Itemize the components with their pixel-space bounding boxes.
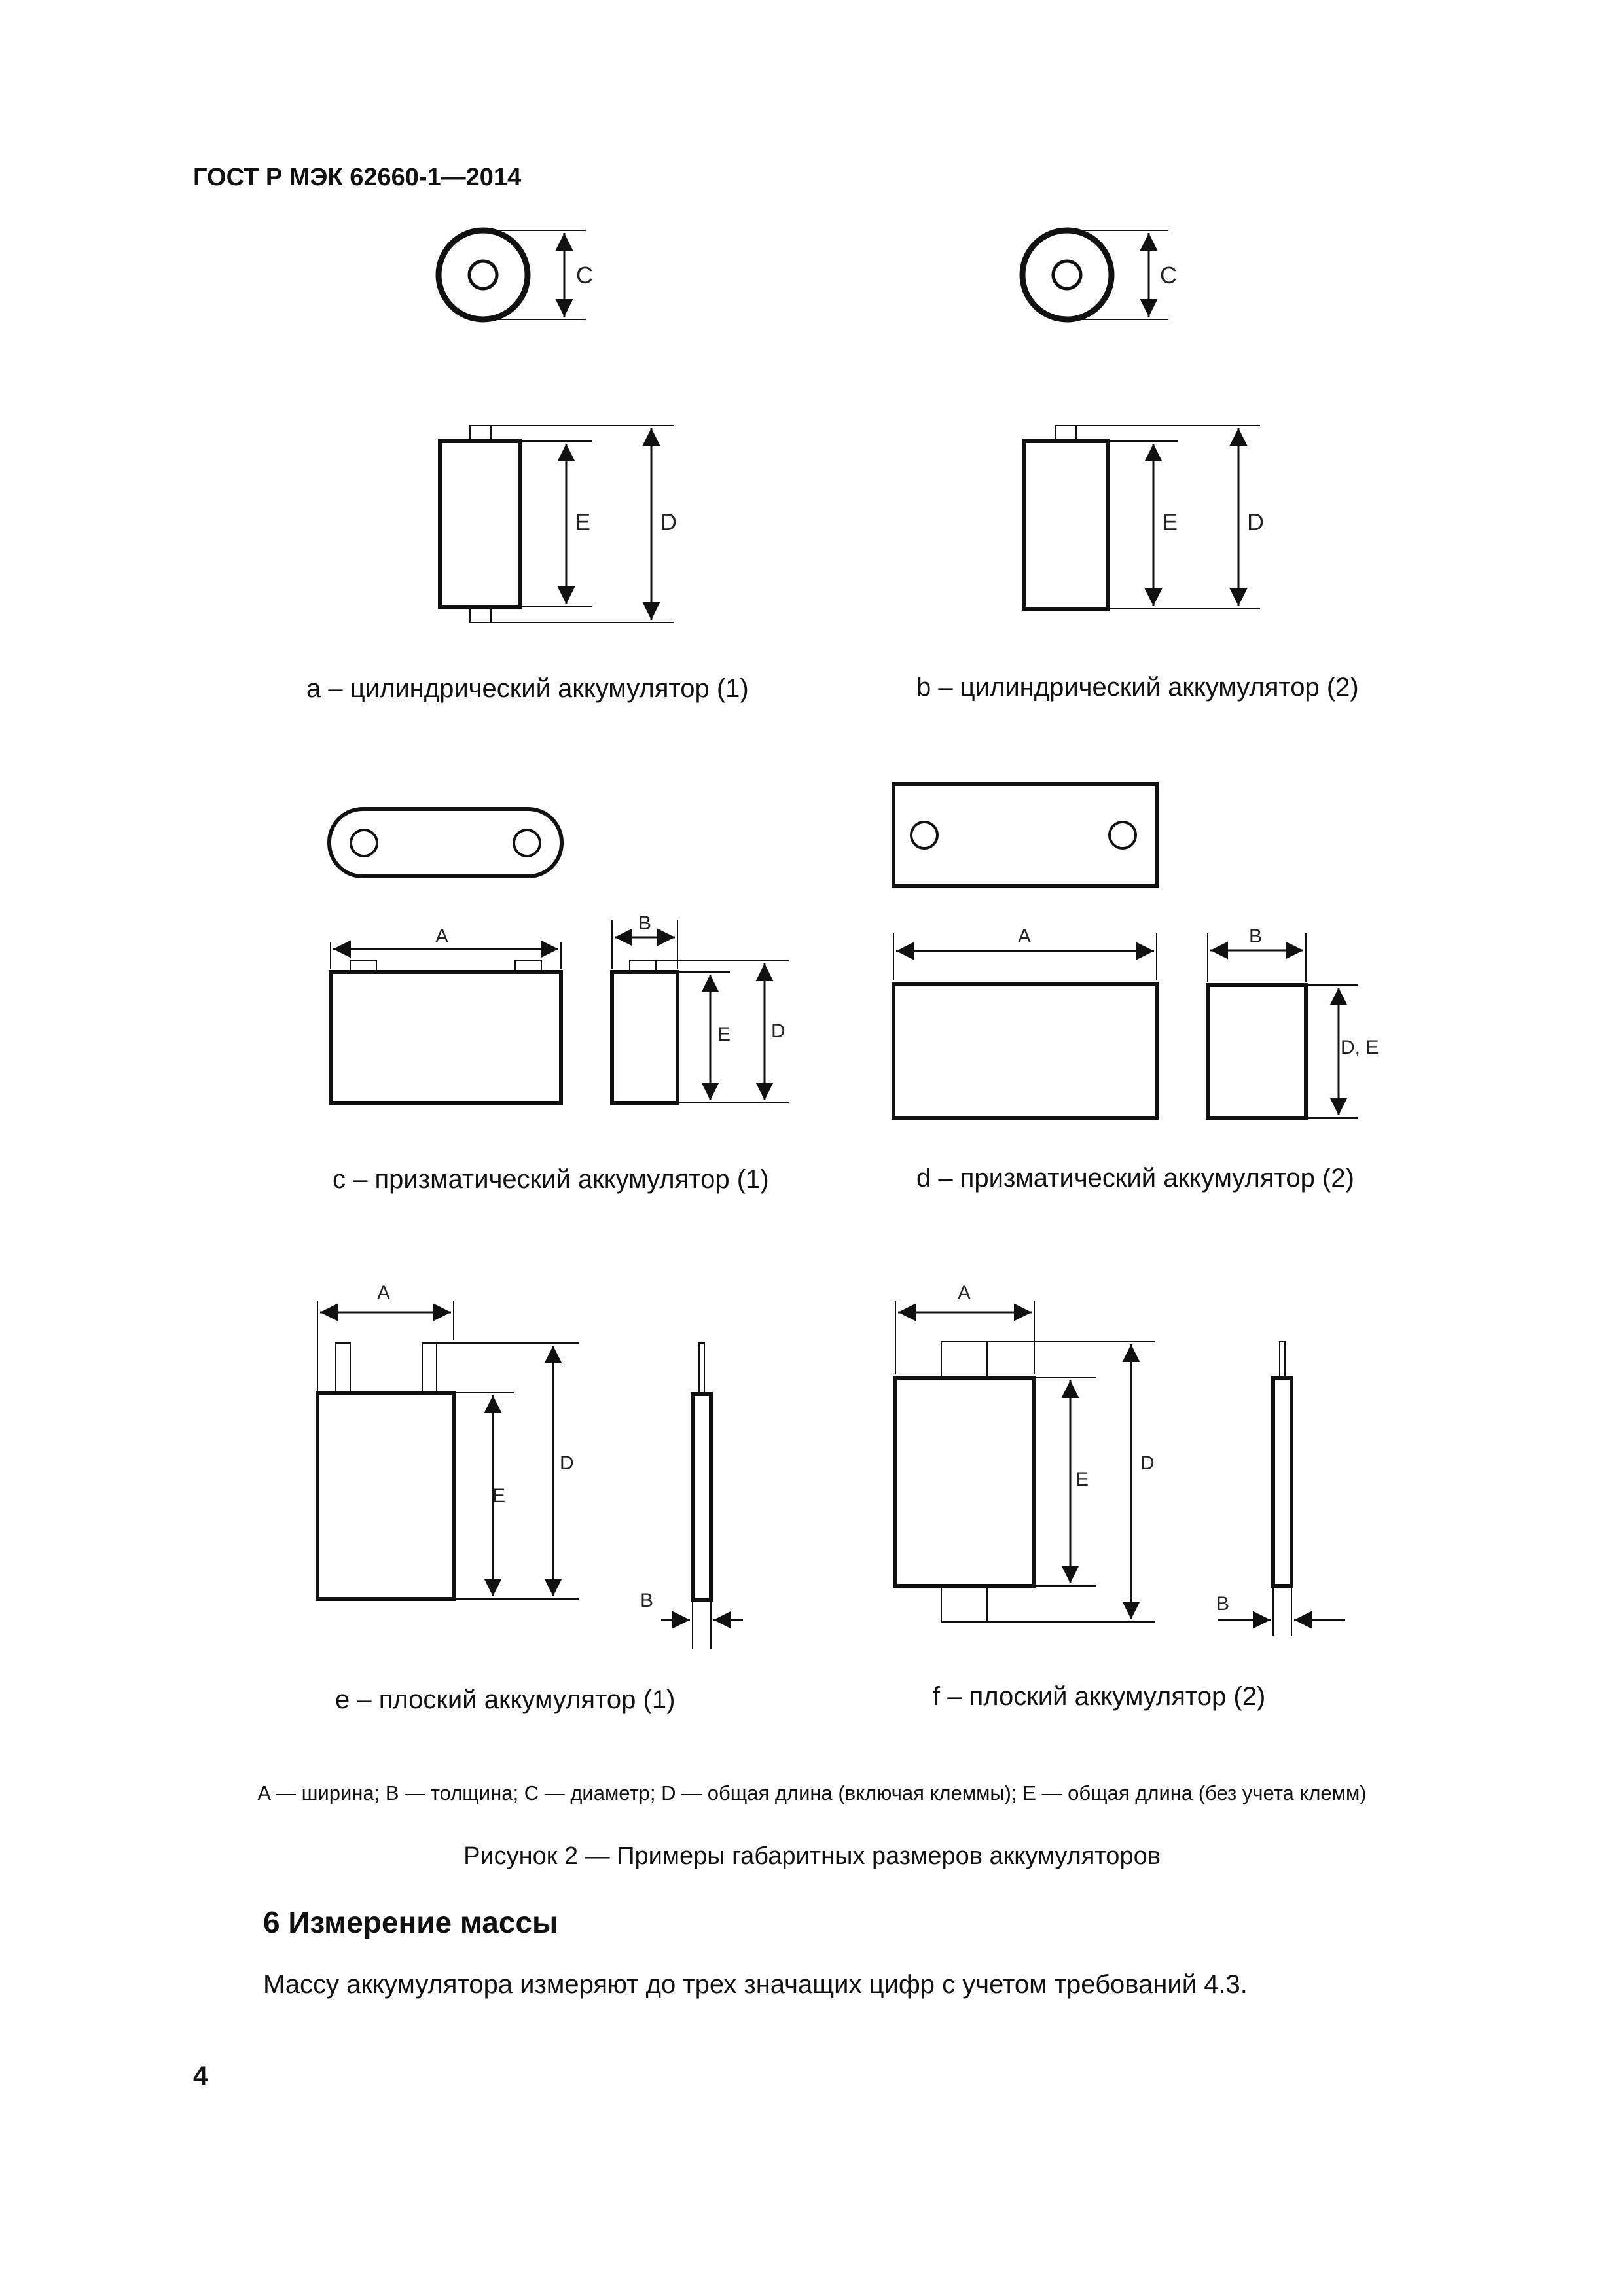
dim-label-a-d: A <box>1018 925 1032 947</box>
dim-label-d-e: D <box>560 1452 574 1474</box>
panel-e-caption: e – плоский аккумулятор (1) <box>335 1685 676 1714</box>
page-number: 4 <box>193 2062 208 2090</box>
figure-legend: A — ширина; B — толщина; C — диаметр; D — общая длина (включая клеммы); E — общая длина (без учета клемм) <box>257 1782 1367 1804</box>
panel-b-caption: b – цилиндрический аккумулятор (2) <box>916 673 1359 702</box>
dim-label-d-c: D <box>771 1020 785 1042</box>
panel-d-caption: d – призматический аккумулятор (2) <box>916 1164 1354 1193</box>
dim-label-e-a: E <box>575 509 591 535</box>
dim-label-c-b: C <box>1160 262 1177 289</box>
panel-d-prismatic-2 <box>893 784 1358 1118</box>
dim-label-a-e: A <box>377 1282 391 1304</box>
dim-label-e-e: E <box>492 1485 506 1507</box>
dim-label-b-e: B <box>640 1590 654 1611</box>
section-heading: 6 Измерение массы <box>263 1905 558 1939</box>
figure-title: Рисунок 2 — Примеры габаритных размеров аккумуляторов <box>463 1842 1161 1870</box>
dim-label-d-f: D <box>1140 1452 1155 1474</box>
section-paragraph: Массу аккумулятора измеряют до трех значащих цифр с учетом требований 4.3. <box>263 1970 1248 1999</box>
dim-label-a-c: A <box>435 925 449 947</box>
dim-label-d-b: D <box>1247 509 1264 535</box>
document-header: ГОСТ Р МЭК 62660-1—2014 <box>193 164 522 191</box>
dim-label-c-a: C <box>576 262 593 289</box>
panel-f-caption: f – плоский аккумулятор (2) <box>933 1682 1266 1711</box>
panel-c-caption: c – призматический аккумулятор (1) <box>333 1165 769 1194</box>
dim-label-de-d: D, E <box>1341 1037 1379 1058</box>
panel-a-caption: a – цилиндрический аккумулятор (1) <box>306 674 749 703</box>
dim-label-b-d: B <box>1249 925 1263 947</box>
dim-label-e-c: E <box>717 1024 731 1045</box>
panel-a-cylindrical-1 <box>439 230 674 622</box>
dim-label-e-b: E <box>1162 509 1178 535</box>
dim-label-a-f: A <box>958 1282 971 1304</box>
panel-f-flat-2 <box>895 1301 1345 1636</box>
dim-label-b-c: B <box>638 912 652 934</box>
panel-e-flat-1 <box>317 1301 743 1649</box>
dim-label-b-f: B <box>1216 1593 1230 1615</box>
panel-c-prismatic-1 <box>329 809 789 1103</box>
dim-label-d-a: D <box>660 509 677 535</box>
dim-label-e-f: E <box>1075 1469 1089 1490</box>
panel-b-cylindrical-2 <box>1022 230 1260 609</box>
